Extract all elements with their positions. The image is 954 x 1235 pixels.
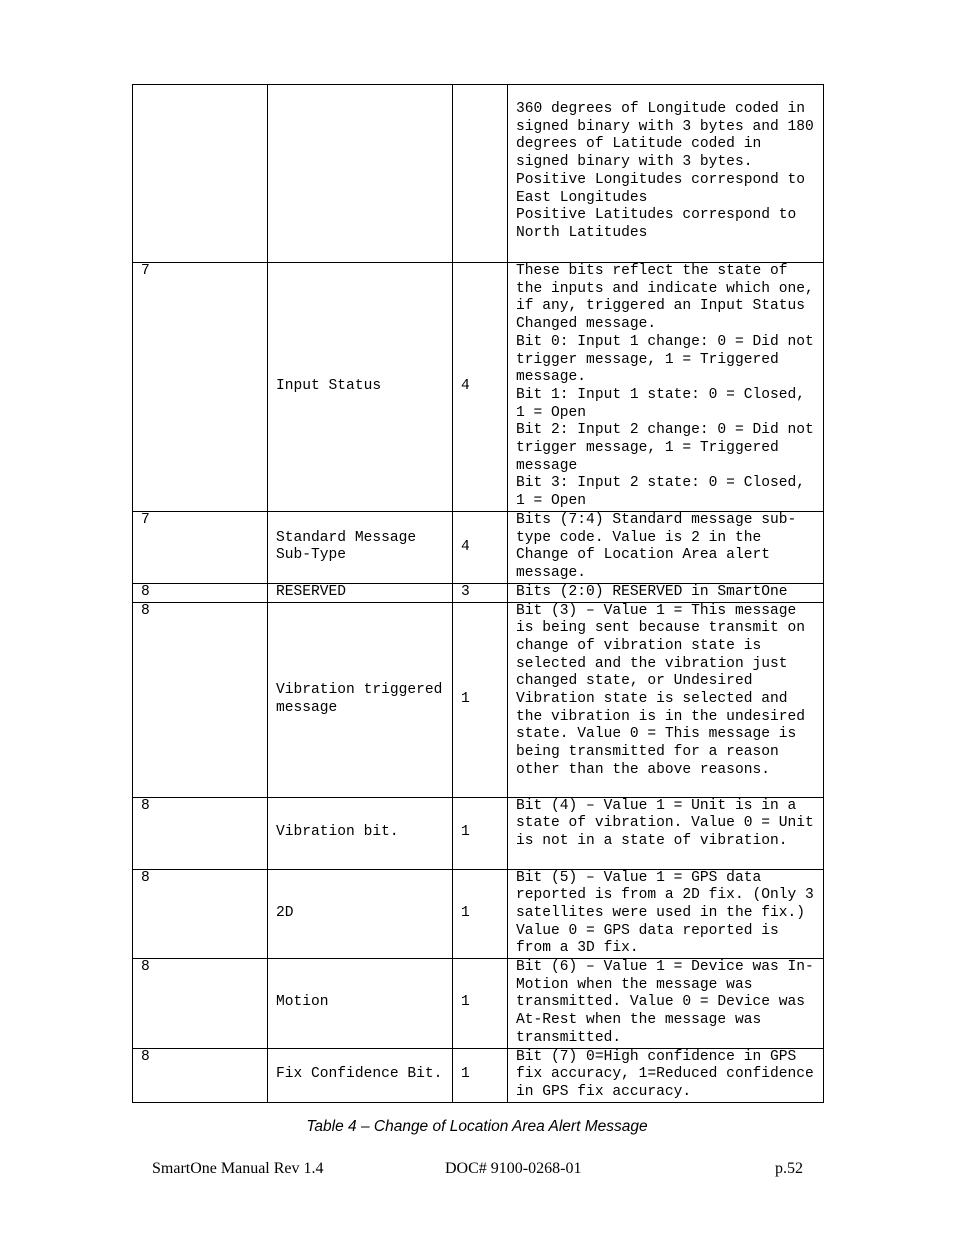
field-name-cell: Input Status (268, 263, 453, 512)
byte-cell: 7 (133, 512, 268, 584)
field-name-cell: Vibration bit. (268, 797, 453, 869)
bits-cell: 1 (453, 1048, 508, 1102)
field-name-cell (268, 85, 453, 263)
byte-cell: 8 (133, 1048, 268, 1102)
table-caption: Table 4 – Change of Location Area Alert Message (306, 1118, 648, 1135)
table-row (133, 263, 824, 512)
byte-cell: 8 (133, 583, 268, 602)
footer-manual-title: SmartOne Manual Rev 1.4 (152, 1160, 324, 1177)
description-cell: 360 degrees of Longitude coded in signed binary with 3 bytes and 180 degrees of Latitude coded in signed binary with 3 bytes. Positive Longitudes correspond to East Longitudes Positive Latitudes correspond to North Latitudes (508, 85, 824, 263)
description-cell: Bit (4) – Value 1 = Unit is in a state of vibration. Value 0 = Unit is not in a state of vibration. (508, 797, 824, 869)
byte-cell (133, 85, 268, 263)
byte-cell: 8 (133, 602, 268, 797)
bits-cell: 4 (453, 512, 508, 584)
field-name-cell: Motion (268, 959, 453, 1049)
message-field-table (132, 84, 824, 1103)
footer-doc-number: DOC# 9100-0268-01 (445, 1160, 582, 1177)
field-name-cell: 2D (268, 869, 453, 959)
bits-cell: 1 (453, 869, 508, 959)
field-name-cell: Standard Message Sub-Type (268, 512, 453, 584)
description-cell: Bit (3) – Value 1 = This message is being sent because transmit on change of vibration state is selected and the vibration just changed state, or Undesired Vibration state is selected and the vibration is in the undesired state. Value 0 = This message is being transmitted for a reason other than the above reasons. (508, 602, 824, 797)
byte-cell: 8 (133, 869, 268, 959)
table-row (133, 85, 824, 263)
bits-cell: 1 (453, 602, 508, 797)
table-row (133, 583, 824, 602)
field-name-cell: Vibration triggered message (268, 602, 453, 797)
bits-cell: 4 (453, 263, 508, 512)
description-cell: Bit (7) 0=High confidence in GPS fix accuracy, 1=Reduced confidence in GPS fix accuracy. (508, 1048, 824, 1102)
description-cell: Bits (2:0) RESERVED in SmartOne (508, 583, 824, 602)
footer-page-number: p.52 (775, 1160, 803, 1177)
table-row (133, 1048, 824, 1102)
description-cell: These bits reflect the state of the inputs and indicate which one, if any, triggered an Input Status Changed message. Bit 0: Input 1 change: 0 = Did not trigger message, 1 = Triggered message. Bit 1: Input 1 state: 0 = Closed, 1 = Open Bit 2: Input 2 change: 0 = Did not trigger message, 1 = Triggered message Bit 3: Input 2 state: 0 = Closed, 1 = Open (508, 263, 824, 512)
table-row (133, 959, 824, 1049)
byte-cell: 7 (133, 263, 268, 512)
field-name-cell: Fix Confidence Bit. (268, 1048, 453, 1102)
byte-cell: 8 (133, 959, 268, 1049)
bits-cell: 1 (453, 959, 508, 1049)
byte-cell: 8 (133, 797, 268, 869)
bits-cell: 1 (453, 797, 508, 869)
description-cell: Bit (5) – Value 1 = GPS data reported is from a 2D fix. (Only 3 satellites were used in the fix.) Value 0 = GPS data reported is from a 3D fix. (508, 869, 824, 959)
description-cell: Bits (7:4) Standard message sub-type code. Value is 2 in the Change of Location Area alert message. (508, 512, 824, 584)
description-cell: Bit (6) – Value 1 = Device was In-Motion when the message was transmitted. Value 0 = Device was At-Rest when the message was transmitted. (508, 959, 824, 1049)
table-row (133, 602, 824, 797)
table-row (133, 869, 824, 959)
bits-cell: 3 (453, 583, 508, 602)
bits-cell (453, 85, 508, 263)
field-name-cell: RESERVED (268, 583, 453, 602)
table-row (133, 797, 824, 869)
table-row (133, 512, 824, 584)
